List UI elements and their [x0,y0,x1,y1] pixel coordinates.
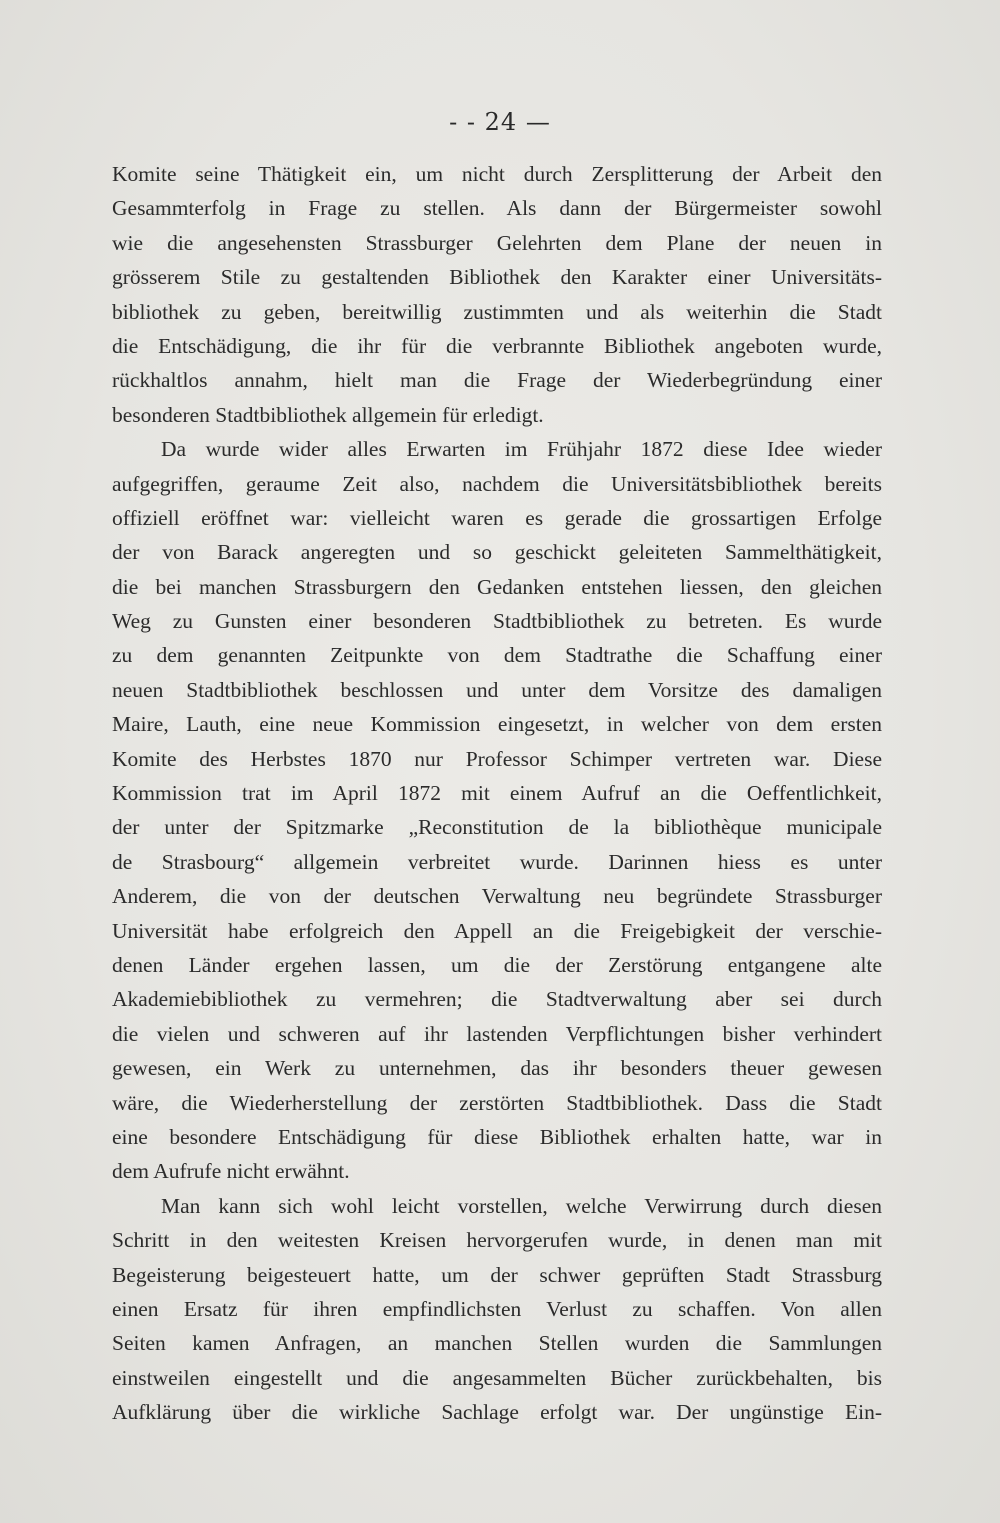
text-line: Anderem, die von der deutschen Verwaltung neu begründete Strassburger [112,884,882,909]
text-line: aufgegriffen, geraume Zeit also, nachdem die Universitätsbibliothek bereits [112,471,882,496]
text-line: Aufklärung über die wirkliche Sachlage erfolgt war. Der ungünstige Ein- [112,1400,882,1425]
text-line: Schritt in den weitesten Kreisen hervorgerufen wurde, in denen man mit [112,1228,882,1253]
text-line: einstweilen eingestellt und die angesammelten Bücher zurückbehalten, bis [112,1365,882,1390]
text-line: einen Ersatz für ihren empfindlichsten Verlust zu schaffen. Von allen [112,1296,882,1321]
text-line: Da wurde wider alles Erwarten im Frühjahr 1872 diese Idee wieder [161,437,882,462]
text-line: zu dem genannten Zeitpunkte von dem Stadtrathe die Schaffung einer [112,643,882,668]
text-line: grösserem Stile zu gestaltenden Bibliothek den Karakter einer Universitäts- [112,265,882,290]
text-line: Universität habe erfolgreich den Appell an die Freigebigkeit der verschie- [112,918,882,943]
text-line: Begeisterung beigesteuert hatte, um der schwer geprüften Stadt Strassburg [112,1262,882,1287]
text-line: wäre, die Wiederherstellung der zerstörten Stadtbibliothek. Dass die Stadt [112,1090,882,1115]
text-line: der von Barack angeregten und so geschickt geleiteten Sammelthätigkeit, [112,540,882,565]
text-line: Seiten kamen Anfragen, an manchen Stellen wurden die Sammlungen [112,1331,882,1356]
text-line: Komite seine Thätigkeit ein, um nicht durch Zersplitterung der Arbeit den [112,162,882,186]
text-line: de Strasbourg“ allgemein verbreitet wurde. Darinnen hiess es unter [112,849,882,874]
text-line: bibliothek zu geben, bereitwillig zustimmten und als weiterhin die Stadt [112,299,882,324]
text-line: Kommission trat im April 1872 mit einem Aufruf an die Oeffentlichkeit, [112,781,882,806]
text-line: Weg zu Gunsten einer besonderen Stadtbibliothek zu betreten. Es wurde [112,609,882,634]
text-line: dem Aufrufe nicht erwähnt. [112,1159,350,1184]
text-line: Akademiebibliothek zu vermehren; die Stadtverwaltung aber sei durch [112,987,882,1012]
text-line: die vielen und schweren auf ihr lastenden Verpflichtungen bisher verhindert [112,1021,882,1046]
text-line: besonderen Stadtbibliothek allgemein für erledigt. [112,402,544,427]
text-line: rückhaltlos annahm, hielt man die Frage der Wiederbegründung einer [112,368,882,393]
text-line: Gesammterfolg in Frage zu stellen. Als dann der Bürgermeister sowohl [112,196,882,221]
text-line: die Entschädigung, die ihr für die verbrannte Bibliothek angeboten wurde, [112,333,882,358]
body-text [112,157,882,1429]
text-line: Man kann sich wohl leicht vorstellen, welche Verwirrung durch diesen [161,1193,882,1218]
text-line: Maire, Lauth, eine neue Kommission eingesetzt, in welcher von dem ersten [112,712,882,737]
text-line: die bei manchen Strassburgern den Gedanken entstehen liessen, den gleichen [112,574,882,599]
text-line: eine besondere Entschädigung für diese Bibliothek erhalten hatte, war in [112,1124,882,1149]
text-line: der unter der Spitzmarke „Reconstitution de la bibliothèque municipale [112,815,882,840]
page-number: - - 24 — [449,108,551,136]
text-line: neuen Stadtbibliothek beschlossen und unter dem Vorsitze des damaligen [112,677,882,702]
text-line: wie die angesehensten Strassburger Gelehrten dem Plane der neuen in [112,230,882,255]
text-line: gewesen, ein Werk zu unternehmen, das ihr besonders theuer gewesen [112,1056,882,1081]
text-line: Komite des Herbstes 1870 nur Professor Schimper vertreten war. Diese [112,746,882,771]
text-line: offiziell eröffnet war: vielleicht waren es gerade die grossartigen Erfolge [112,505,882,530]
text-line: denen Länder ergehen lassen, um die der Zerstörung entgangene alte [112,952,882,977]
